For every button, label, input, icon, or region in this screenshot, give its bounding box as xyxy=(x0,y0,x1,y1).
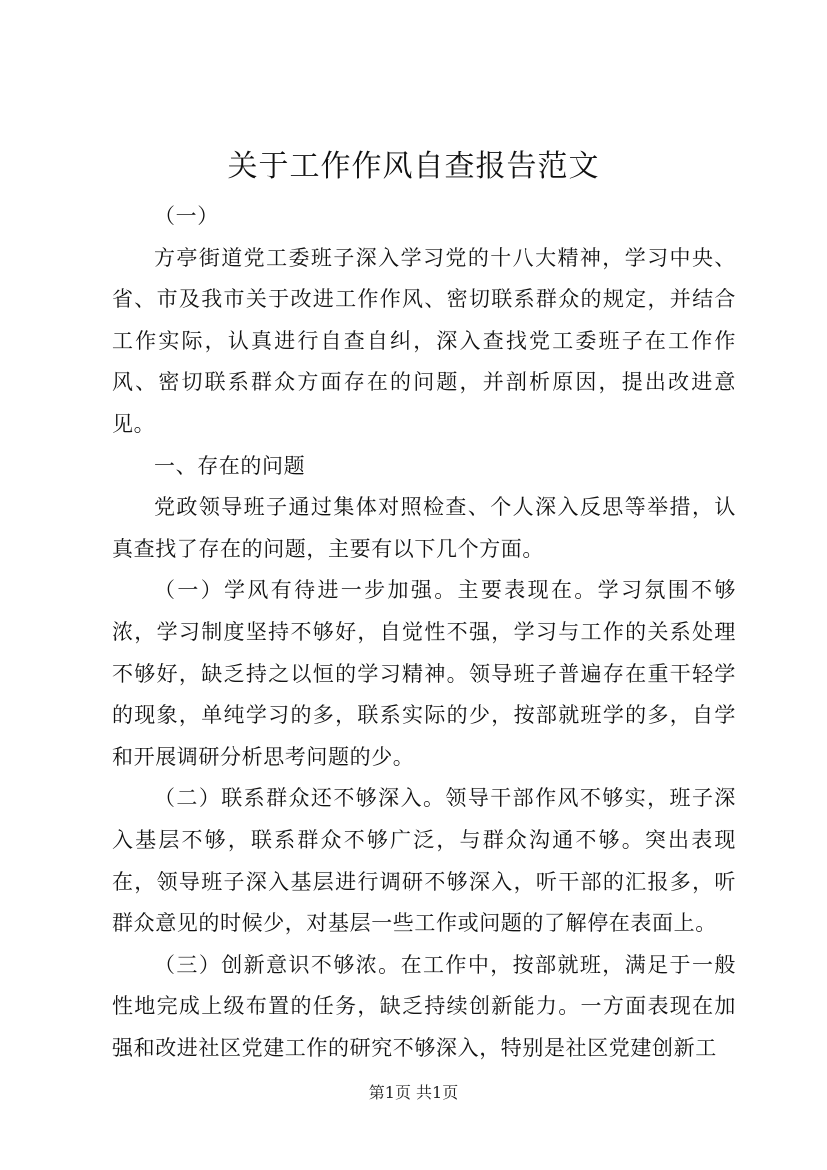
paragraph-intro: 方亭街道党工委班子深入学习党的十八大精神，学习中央、省、市及我市关于改进工作作风、密切联系群众的规定，并结合工作实际，认真进行自查自纠，深入查找党工委班子在工作作风、密切联系群众方面存在的问题，并剖析原因，提出改进意见。 xyxy=(112,245,736,436)
paragraph-point-1: （一）学风有待进一步加强。主要表现在。学习氛围不够浓，学习制度坚持不够好，自觉性不强，学习与工作的关系处理不够好，缺乏持之以恒的学习精神。领导班子普遍存在重干轻学的现象，单纯学习的多，联系实际的少，按部就班学的多，自学和开展调研分析思考问题的少。 xyxy=(112,578,736,769)
section-heading-problems: 一、存在的问题 xyxy=(154,453,306,478)
document-title: 关于工作作风自查报告范文 xyxy=(227,149,600,184)
paragraph-overview: 党政领导班子通过集体对照检查、个人深入反思等举措，认真查找了存在的问题，主要有以下几个方面。 xyxy=(112,495,736,561)
paragraph-point-2: （二）联系群众还不够深入。领导干部作风不够实，班子深入基层不够，联系群众不够广泛，与群众沟通不够。突出表现在，领导班子深入基层进行调研不够深入，听干部的汇报多，听群众意见的时候少，对基层一些工作或问题的了解停在表面上。 xyxy=(112,786,736,936)
paragraph-point-3: （三）创新意识不够浓。在工作中，按部就班，满足于一般性地完成上级布置的任务，缺乏持续创新能力。一方面表现在加强和改进社区党建工作的研究不够深入，特别是社区党建创新工 xyxy=(112,952,736,1060)
paragraph-section-marker: （一） xyxy=(154,204,219,228)
document-body xyxy=(112,196,736,1069)
page-footer: 第1页 共1页 xyxy=(368,1083,459,1102)
